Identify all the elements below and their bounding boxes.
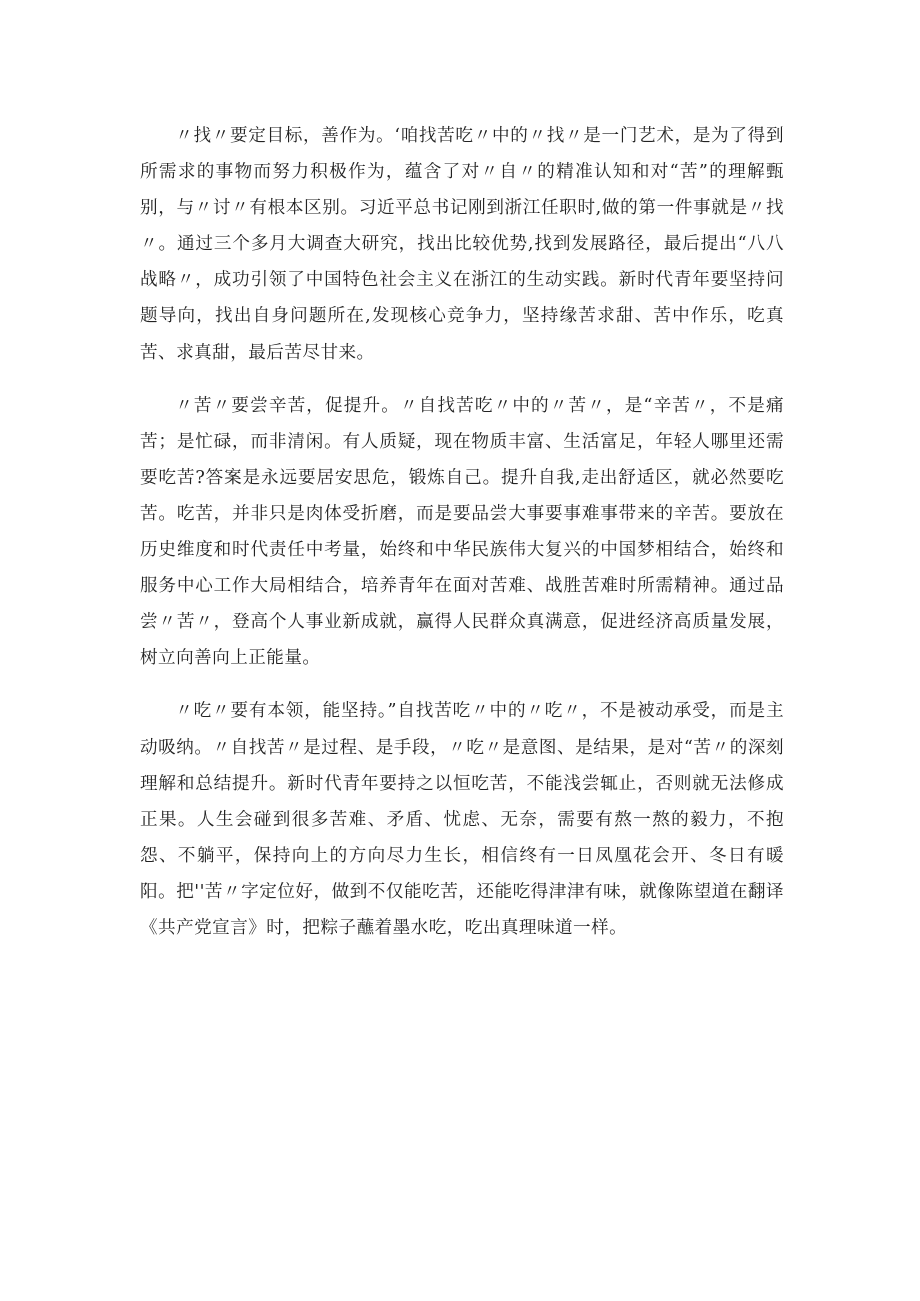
article-body <box>140 118 784 946</box>
paragraph-find: 〃找〃要定目标，善作为。‘咱找苦吃〃中的〃找〃是一门艺术，是为了得到所需求的事物而努力积极作为，蕴含了对〃自〃的精准认知和对“苦”的理解甄别，与〃讨〃有根本区别。习近平总书记刚到浙江任职时,做的第一件事就是〃找〃。通过三个多月大调查大研究，找出比较优势,找到发展路径，最后提出“八八战略〃，成功引领了中国特色社会主义在浙江的生动实践。新时代青年要坚持问题导向，找出自身问题所在,发现核心竞争力，坚持缘苦求甜、苦中作乐，吃真苦、求真甜，最后苦尽甘来。 <box>140 126 784 363</box>
paragraph-bitterness: 〃苦〃要尝辛苦，促提升。〃自找苦吃〃中的〃苦〃，是“辛苦〃，不是痛苦；是忙碌，而非清闲。有人质疑，现在物质丰富、生活富足，年轻人哪里还需要吃苦?答案是永远要居安思危，锻炼自己。提升自我,走出舒适区，就必然要吃苦。吃苦，并非只是肉体受折磨，而是要品尝大事要事难事带来的辛苦。要放在历史维度和时代责任中考量，始终和中华民族伟大复兴的中国梦相结合，始终和服务中心工作大局相结合，培养青年在面对苦难、战胜苦难时所需精神。通过品尝〃苦〃，登高个人事业新成就，赢得人民群众真满意，促进经济高质量发展，树立向善向上正能量。 <box>140 395 784 669</box>
paragraph-eat: 〃吃〃要有本领，能坚持。”自找苦吃〃中的〃吃〃，不是被动承受，而是主动吸纳。〃自找苦〃是过程、是手段，〃吃〃是意图、是结果，是对“苦〃的深刻理解和总结提升。新时代青年要持之以恒吃苦，不能浅尝辄止，否则就无法修成正果。人生会碰到很多苦难、矛盾、忧虑、无奈，需要有熬一熬的毅力，不抱怨、不躺平，保持向上的方向尽力生长，相信终有一日凤凰花会开、冬日有暖阳。把''苦〃字定位好，做到不仅能吃苦，还能吃得津津有味，就像陈望道在翻译《共产党宣言》时，把粽子蘸着墨水吃，吃出真理味道一样。 <box>140 701 784 938</box>
